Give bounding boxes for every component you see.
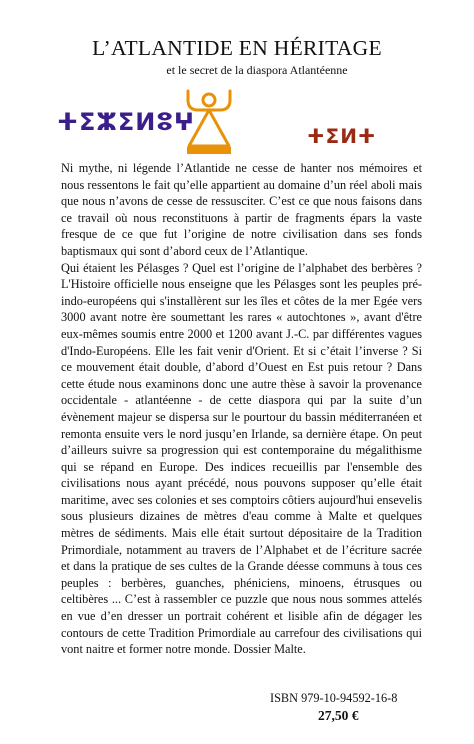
tifinagh-inscription-left: ⵜⵉⵣⵉⵍⵓⵖ xyxy=(57,108,195,136)
book-title: L’ATLANTIDE EN HÉRITAGE xyxy=(92,36,382,60)
paragraph-intro: Ni mythe, ni légende l’Atlantide ne cesse de hanter nos mémoires et nous ressentons le fait qu’elle appartient au domaine d’un réel aboli mais que nous n’avons de cesse de ressusciter. C’est ce que nous faisons dans ce travail où nous reconstituons à partir de fragments épars la vaste fresque de ce que fut l’origine de notre civilisation dans ses fonds baptismaux qui sont d’abord ceux de l’Atlantique. xyxy=(61,161,422,258)
isbn-number: ISBN 979-10-94592-16-8 xyxy=(270,691,398,705)
book-subtitle: et le secret de la diaspora Atlantéenne xyxy=(166,63,348,77)
price-label: 27,50 € xyxy=(318,708,359,723)
paragraph-main: Qui étaient les Pélasges ? Quel est l’origine de l’alphabet des berbères ? L'Histoire officielle nous enseigne que les Pélasges sont les peuples pré-indo-européens qui s'installèrent sur les îles et côtes de la mer Egée vers 3000 avant notre ère soumettant les rares « autochtones », avant d'être eux-mêmes soumis entre 2000 et 1200 avant J.-C. par différentes vagues d'Indo-Européens. Elle les fait venir d'Orient. Et si c’était l’inverse ? Si ce mouvement était double, d’abord d’Ouest en Est puis retour ? Dans cette étude nous examinons donc une autre thèse à savoir la provenance occidentale - atlantéenne - de cette diaspora qui par la suite d’un évènement majeur se dispersa sur le pourtour du bassin méditerranéen et remonta ensuite vers le nord jusqu’en Irlande, sa dernière étape. On peut d’ailleurs suivre sa progression qui est contemporaine du mégalithisme qui se répand en Europe. Des indices recueillis par l'ensemble des civilisations nous ayant précédé, nous pouvons supposer qu’elle était maritime, avec ses colonies et ses comptoirs côtiers aujourd'hui ensevelis sous plusieurs dizaines de mètres d'eau comme à Malte et quelques mètres de sédiments. Mais elle était surtout dépositaire de la Tradition Primordiale, notamment au travers de l’Alphabet et de l’écriture sacrée et dans la pratique de ses cultes de la Grande déesse communs à tous ces peuples : berbères, guanches, phéniciens, minoens, étrusques ou celtibères ... C’est à rassembler ce puzzle que nous nous sommes attelés en vue d’en dresser un portrait cohérent et lisible afin de dégager les contours de cette Tradition Primordiale au carrefour des civilisations qui vont naitre et former notre monde. Dossier Malte. xyxy=(61,260,422,657)
back-cover-text xyxy=(61,160,422,658)
tanit-symbol-icon xyxy=(181,88,237,156)
tifinagh-inscription-right: ⵜⵉⵍⵜ xyxy=(307,124,377,148)
